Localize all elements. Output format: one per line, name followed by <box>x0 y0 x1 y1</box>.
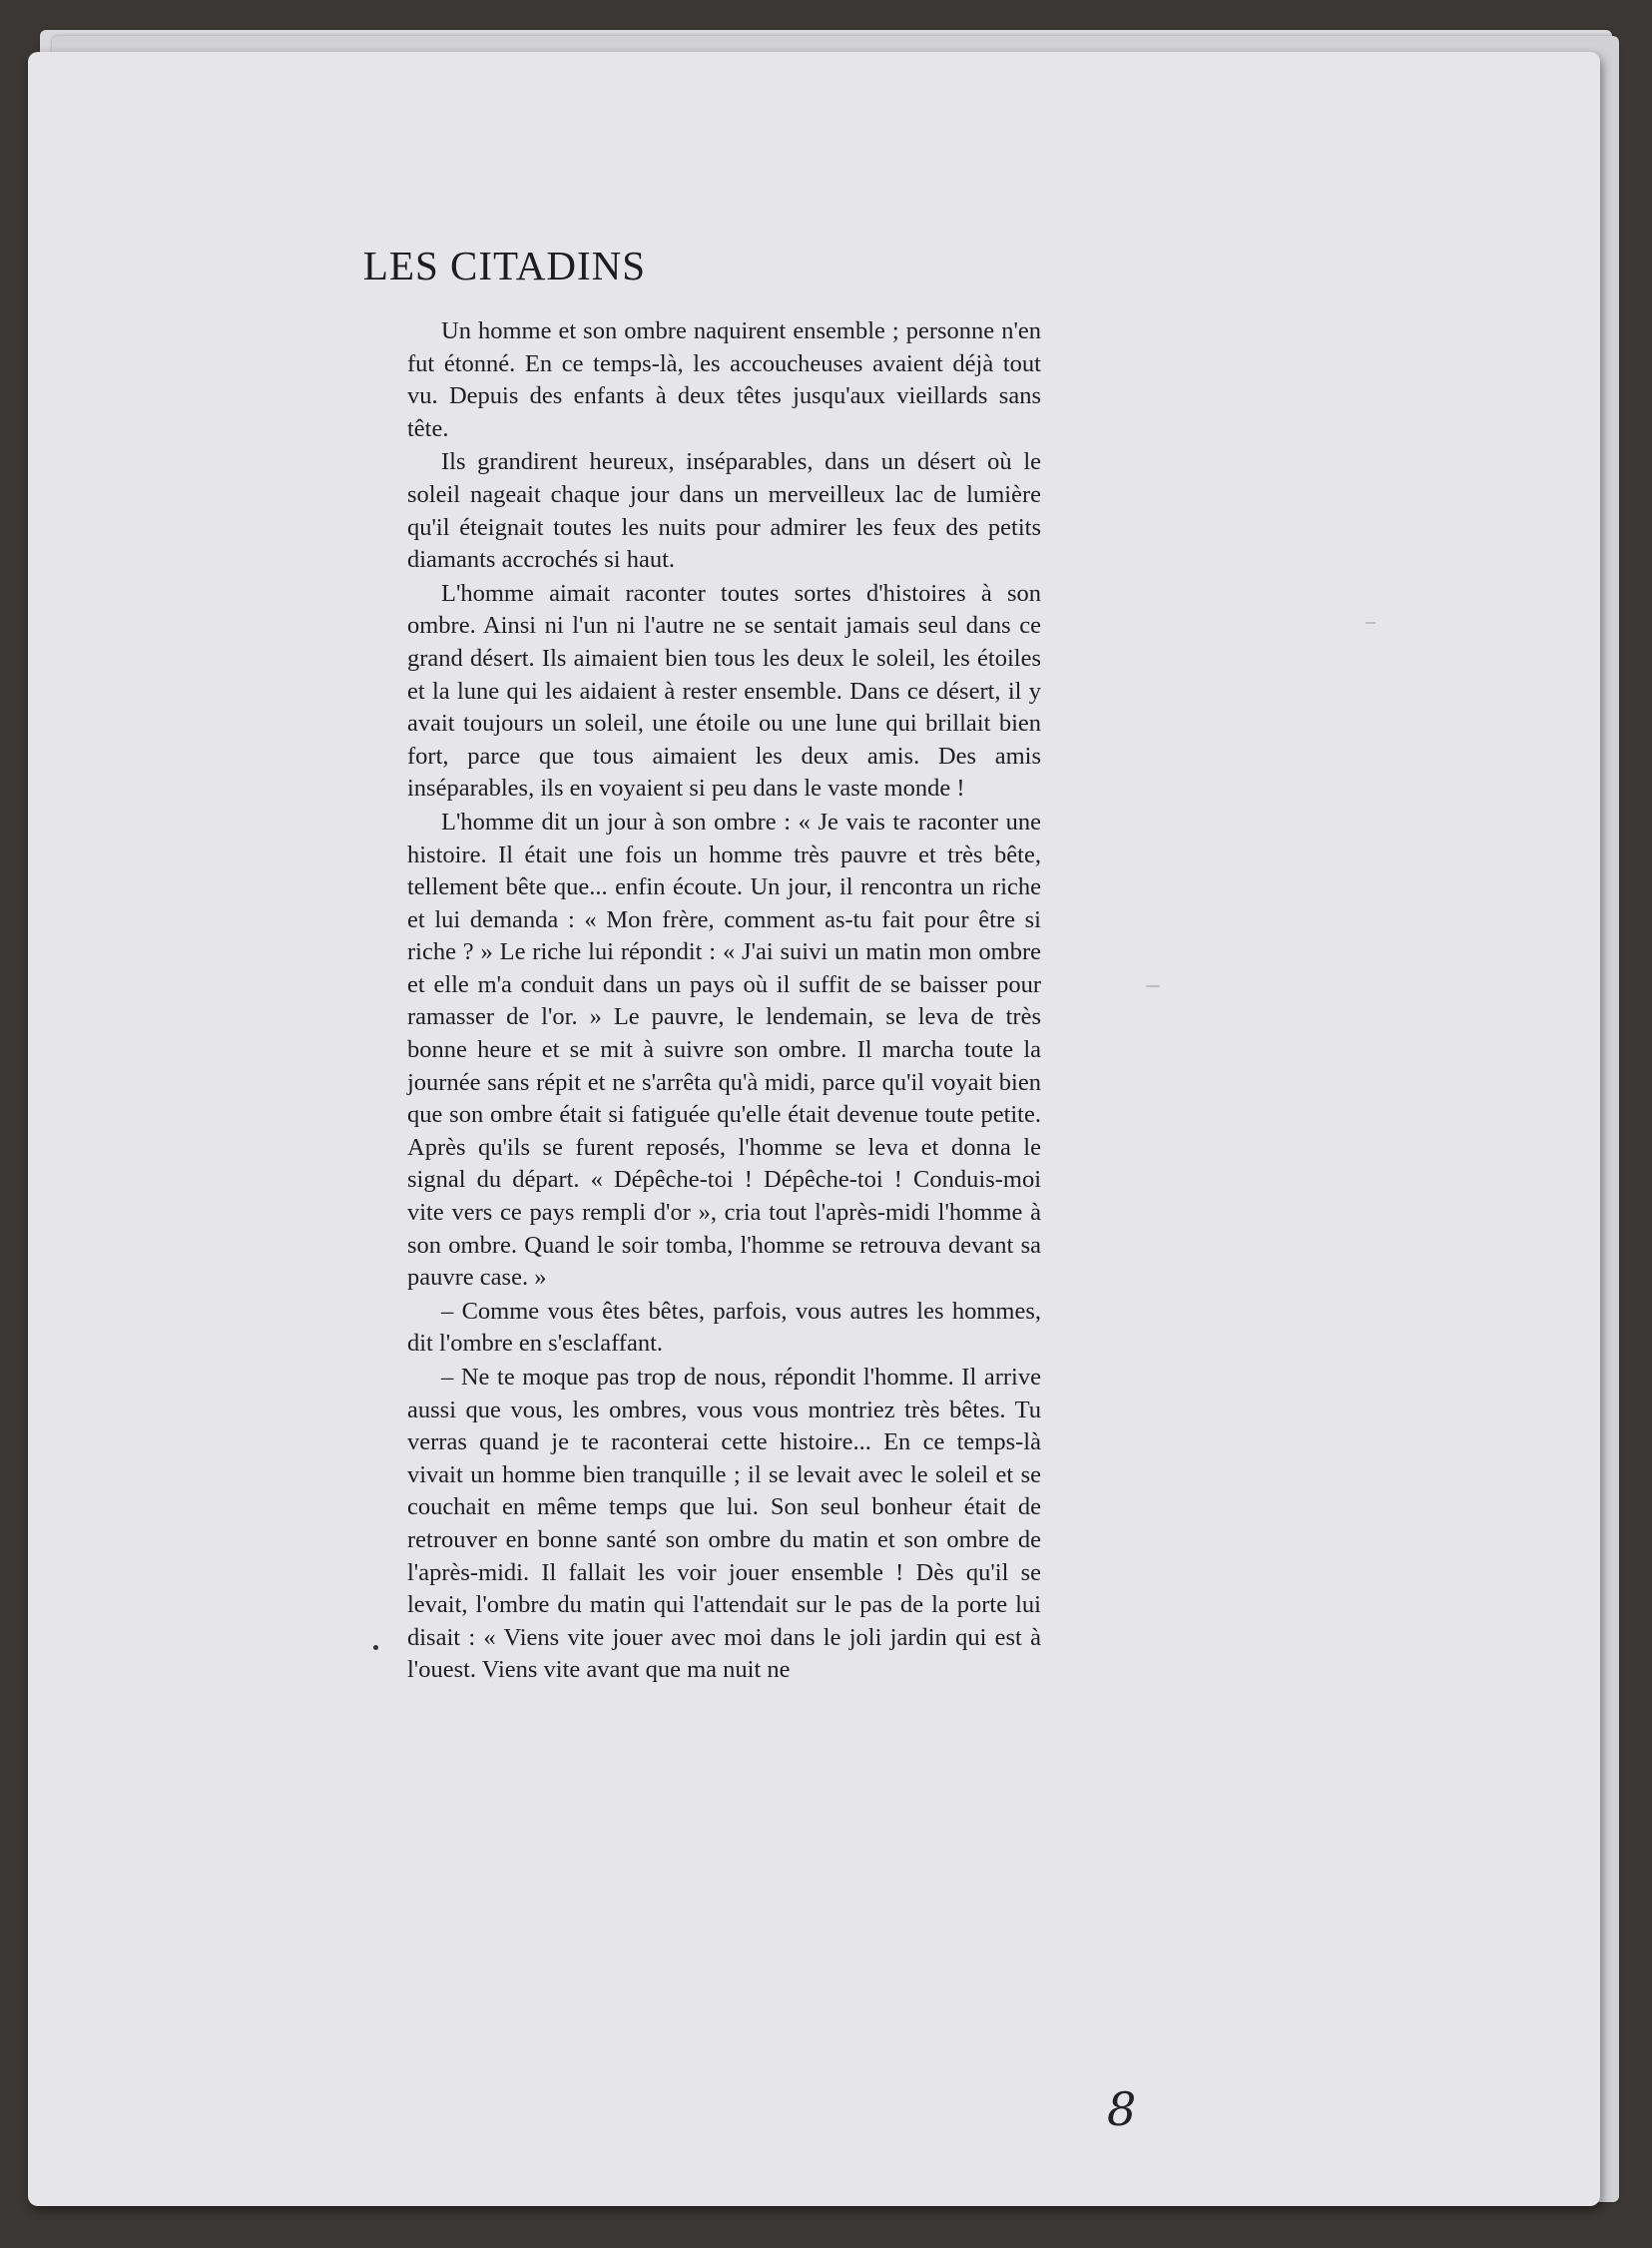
paragraph: – Ne te moque pas trop de nous, répondit l'homme. Il arrive aussi que vous, les ombres, vous vous montriez très bêtes. Tu verras quand je te raconterai cette histoire... En ce temps-là vivait un homme bien tranquille ; il se levait avec le soleil et se couchait en même temps que lui. Son seul bonheur était de retrouver en bonne santé son ombre du matin et son ombre de l'après-midi. Il fallait les voir jouer ensemble ! Dès qu'il se levait, l'ombre du matin qui l'attendait sur le pas de la porte lui disait : « Viens vite jouer avec moi dans le joli jardin qui est à l'ouest. Viens vite avant que ma nuit ne <box>407 1364 1041 1684</box>
pencil-mark <box>1146 985 1160 987</box>
pencil-mark <box>1366 622 1376 624</box>
page-number: 8 <box>1107 2082 1137 2136</box>
paragraph: L'homme aimait raconter toutes sortes d'histoires à son ombre. Ainsi ni l'un ni l'autre ne se sentait jamais seul dans ce grand désert. Ils aimaient bien tous les deux le soleil, les étoiles et la lune qui les aidaient à rester ensemble. Dans ce désert, il y avait toujours un soleil, une étoile ou une lune qui brillait bien fort, parce que tous aimaient les deux amis. Des amis inséparables, ils en voyaient si peu dans le vaste monde ! <box>407 579 1041 803</box>
page-title: LES CITADINS <box>362 243 647 288</box>
paragraph: – Comme vous êtes bêtes, parfois, vous autres les hommes, dit l'ombre en s'esclaffant. <box>407 1297 1041 1358</box>
text-column <box>407 315 1041 1688</box>
paragraph: Un homme et son ombre naquirent ensemble ; personne n'en fut étonné. En ce temps-là, les accoucheuses avaient déjà tout vu. Depuis des enfants à deux têtes jusqu'aux vieillards sans tête. <box>407 317 1041 442</box>
stray-ink-dot <box>373 1645 378 1650</box>
paragraph: L'homme dit un jour à son ombre : « Je vais te raconter une histoire. Il était une fois un homme très pauvre et très bête, tellement bête que... enfin écoute. Un jour, il rencontra un riche et lui demanda : « Mon frère, comment as-tu fait pour être si riche ? » Le riche lui répondit : « J'ai suivi un matin mon ombre et elle m'a conduit dans un pays où il suffit de se baisser pour ramasser de l'or. » Le pauvre, le lendemain, se leva de très bonne heure et se mit à suivre son ombre. Il marcha toute la journée sans répit et ne s'arrêta qu'à midi, parce qu'il voyait bien que son ombre était si fatiguée qu'elle était devenue toute petite. Après qu'ils se furent reposés, l'homme se leva et donna le signal du départ. « Dépêche-toi ! Dépêche-toi ! Conduis-moi vite vers ce pays rempli d'or », cria tout l'après-midi l'homme à son ombre. Quand le soir tomba, l'homme se retrouva devant sa pauvre case. » <box>407 808 1041 1292</box>
paragraph: Ils grandirent heureux, inséparables, dans un désert où le soleil nageait chaque jour dans un merveilleux lac de lumière qu'il éteignait toutes les nuits pour admirer les feux des petits diamants accrochés si haut. <box>407 448 1041 574</box>
document-page <box>28 52 1600 2206</box>
